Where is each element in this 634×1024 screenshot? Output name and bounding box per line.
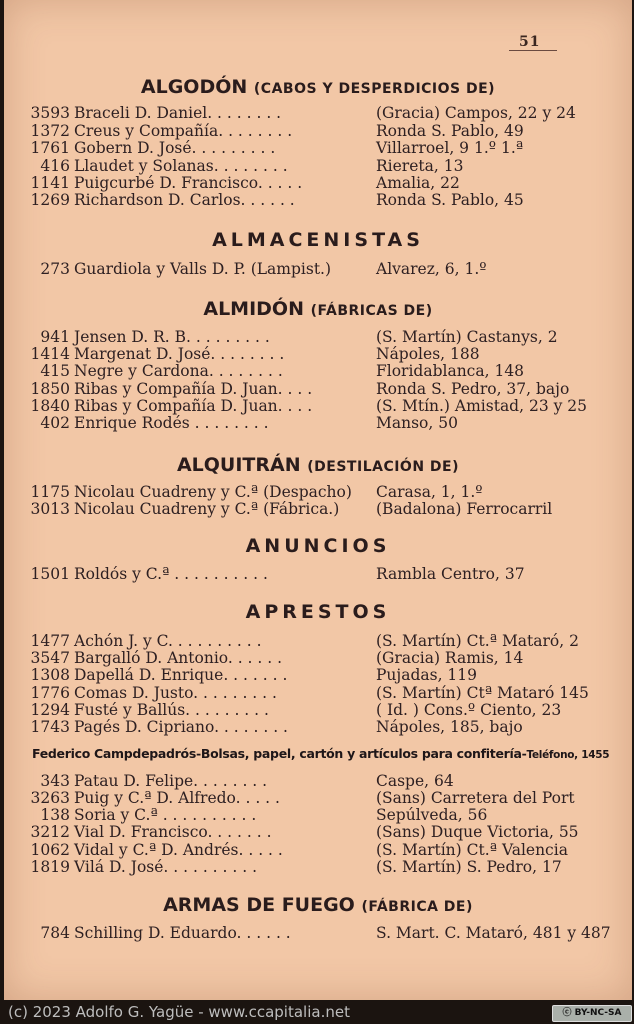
list-item: 1062 Vidal y C.ª D. Andrés. . . . . (S. Martín) Ct.ª Valencia: [30, 841, 568, 859]
directory-page: [4, 0, 632, 1000]
page-number: 51: [519, 34, 541, 50]
list-item: 1743 Pagés D. Cipriano. . . . . . . . Nápoles, 185, bajo: [30, 718, 523, 736]
license-badge[interactable]: ⓒ BY-NC-SA: [552, 1005, 632, 1022]
footer-bar: [0, 1000, 634, 1024]
list-item: 1308 Dapellá D. Enrique. . . . . . . Pujadas, 119: [30, 666, 478, 684]
list-item: 3593 Braceli D. Daniel. . . . . . . . (Gracia) Campos, 22 y 24: [30, 104, 576, 122]
section-heading-almidon: ALMIDÓN (FÁBRICAS DE): [203, 298, 433, 320]
list-item: 1414 Margenat D. José. . . . . . . . Nápoles, 188: [30, 345, 480, 363]
list-item: 1269 Richardson D. Carlos. . . . . . Ronda S. Pablo, 45: [30, 191, 524, 209]
list-item: 416 Llaudet y Solanas. . . . . . . . Riereta, 13: [40, 157, 464, 175]
list-item: 1141 Puigcurbé D. Francisco. . . . . Amalia, 22: [30, 174, 460, 192]
list-item: 402 Enrique Rodés . . . . . . . . Manso, 50: [40, 414, 458, 432]
list-item: 3547 Bargalló D. Antonio. . . . . . (Gracia) Ramis, 14: [30, 649, 524, 667]
copyright-credit: (c) 2023 Adolfo G. Yagüe - www.ccapitalia.net: [8, 1003, 350, 1021]
section-heading-aprestos: APRESTOS: [245, 601, 391, 623]
list-item: 1294 Fusté y Ballús. . . . . . . . . ( Id. ) Cons.º Ciento, 23: [30, 701, 562, 719]
list-item: 1175 Nicolau Cuadreny y C.ª (Despacho) Carasa, 1, 1.º: [30, 483, 483, 501]
list-item: 941 Jensen D. R. B. . . . . . . . . (S. Martín) Castanys, 2: [40, 328, 558, 346]
section-heading-armas-de-fuego: ARMAS DE FUEGO (FÁBRICA DE): [163, 894, 473, 916]
section-heading-anuncios: ANUNCIOS: [245, 535, 391, 557]
list-item: 1372 Creus y Compañía. . . . . . . . Ronda S. Pablo, 49: [30, 122, 524, 140]
list-item: 1501 Roldós y C.ª . . . . . . . . . . Rambla Centro, 37: [30, 565, 525, 583]
creative-commons-icon: ⓒ: [562, 1008, 572, 1018]
list-item: 415 Negre y Cardona. . . . . . . . Floridablanca, 148: [40, 362, 525, 380]
page-number-rule: [509, 50, 557, 51]
section-heading-algodon: ALGODÓN (CABOS Y DESPERDICIOS DE): [140, 76, 496, 98]
list-item: 784 Schilling D. Eduardo. . . . . . S. Mart. C. Mataró, 481 y 487: [40, 924, 611, 942]
section-heading-alquitran: ALQUITRÁN (DESTILACIÓN DE): [176, 454, 460, 476]
list-item: 1761 Gobern D. José. . . . . . . . . Villarroel, 9 1.º 1.ª: [30, 139, 524, 157]
list-item: 3263 Puig y C.ª D. Alfredo. . . . . (Sans) Carretera del Port: [30, 789, 575, 807]
list-item: 1776 Comas D. Justo. . . . . . . . . (S. Martín) Ctª Mataró 145: [30, 684, 589, 702]
list-item: 138 Soria y C.ª . . . . . . . . . . Sepúlveda, 56: [40, 806, 488, 824]
list-item: 273 Guardiola y Valls D. P. (Lampist.) Alvarez, 6, 1.º: [40, 260, 487, 278]
section-heading-almacenistas: ALMACENISTAS: [212, 229, 424, 251]
list-item: 1819 Vilá D. José. . . . . . . . . . (S. Martín) S. Pedro, 17: [30, 858, 562, 876]
list-item: 1840 Ribas y Compañía D. Juan. . . . (S. Mtín.) Amistad, 23 y 25: [30, 397, 588, 415]
list-item: 343 Patau D. Felipe. . . . . . . . Caspe, 64: [40, 772, 454, 790]
list-item: 3013 Nicolau Cuadreny y C.ª (Fábrica.) (Badalona) Ferrocarril: [30, 500, 553, 518]
list-item: 3212 Vial D. Francisco. . . . . . . (Sans) Duque Victoria, 55: [30, 823, 579, 841]
advertisement-banner: Federico Campdepadrós-Bolsas, papel, cartón y artículos para confitería-Teléfono, 1455: [32, 746, 610, 761]
list-item: 1477 Achón J. y C. . . . . . . . . . (S. Martín) Ct.ª Mataró, 2: [30, 632, 579, 650]
list-item: 1850 Ribas y Compañía D. Juan. . . . Ronda S. Pedro, 37, bajo: [30, 380, 570, 398]
